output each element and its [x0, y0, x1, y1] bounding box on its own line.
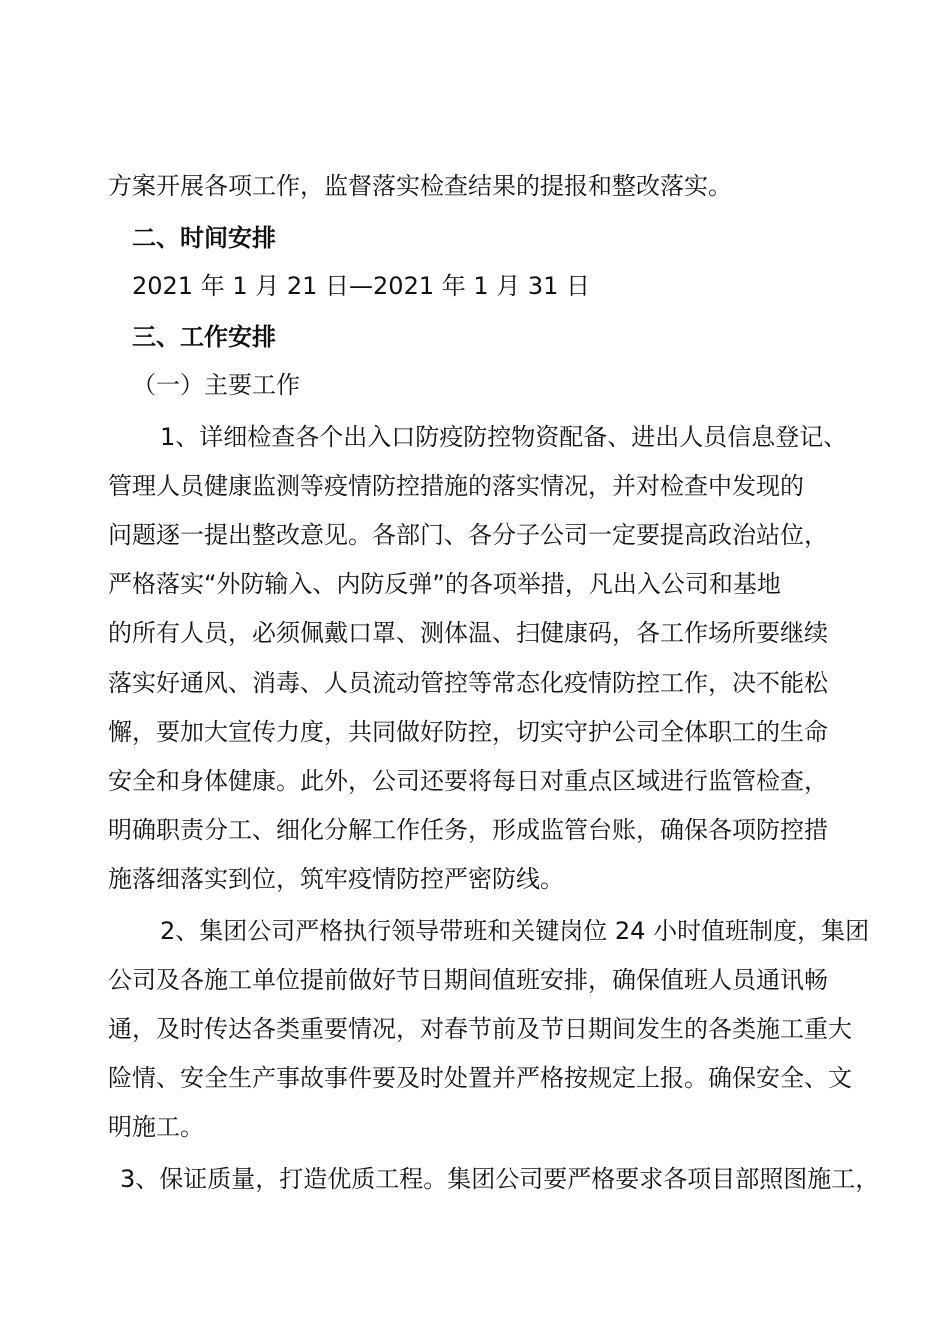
section-heading-schedule: 二、时间安排 [132, 224, 276, 252]
paragraph-line: 明确职责分工、细化分解工作任务，形成监管台账，确保各项防控措 [108, 816, 828, 844]
paragraph-line: 方案开展各项工作，监督落实检查结果的提报和整改落实。 [108, 172, 732, 200]
paragraph-line: 懈，要加大宣传力度，共同做好防控，切实守护公司全体职工的生命 [108, 718, 828, 746]
paragraph-line: 通，及时传达各类重要情况，对春节前及节日期间发生的各类施工重大 [108, 1015, 852, 1043]
paragraph-line: 严格落实“外防输入、内防反弹”的各项举措，凡出入公司和基地 [108, 570, 781, 598]
paragraph-line: 安全和身体健康。此外，公司还要将每日对重点区域进行监管检查， [108, 767, 828, 795]
subsection-heading-main-work: （一）主要工作 [132, 371, 300, 399]
paragraph-line: 问题逐一提出整改意见。各部门、各分子公司一定要提高政治站位， [108, 521, 828, 549]
paragraph-line: 1、详细检查各个出入口防疫防控物资配备、进出人员信息登记、 [160, 423, 848, 451]
paragraph-line: 的所有人员，必须佩戴口罩、测体温、扫健康码，各工作场所要继续 [108, 619, 828, 647]
paragraph-line: 管理人员健康监测等疫情防控措施的落实情况，并对检查中发现的 [108, 472, 804, 500]
paragraph-line: 落实好通风、消毒、人员流动管控等常态化疫情防控工作，决不能松 [108, 669, 828, 697]
paragraph-line: 公司及各施工单位提前做好节日期间值班安排，确保值班人员通讯畅 [108, 966, 828, 994]
paragraph-line: 施落细落实到位，筑牢疫情防控严密防线。 [108, 865, 564, 893]
section-heading-work-plan: 三、工作安排 [132, 323, 276, 351]
paragraph-line: 明施工。 [108, 1113, 204, 1141]
paragraph-line: 险情、安全生产事故事件要及时处置并严格按规定上报。确保安全、文 [108, 1064, 852, 1092]
schedule-date-range: 2021 年 1 月 21 日—2021 年 1 月 31 日 [132, 272, 591, 300]
paragraph-line: 3、保证质量，打造优质工程。集团公司要严格要求各项目部照图施工， [120, 1165, 880, 1193]
paragraph-line: 2、集团公司严格执行领导带班和关键岗位 24 小时值班制度，集团 [160, 917, 870, 945]
